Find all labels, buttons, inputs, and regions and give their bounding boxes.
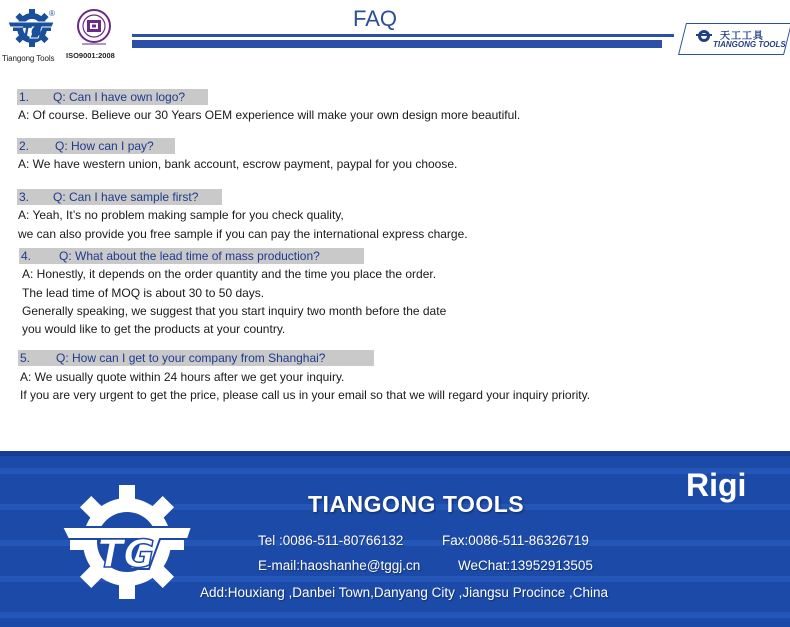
header-rule-thick xyxy=(132,40,662,48)
question-number: 3. xyxy=(19,190,30,204)
question-number: 4. xyxy=(21,249,32,263)
footer-fax: Fax:0086-511-86326719 xyxy=(442,533,589,548)
footer-brand: Rigi xyxy=(686,467,747,503)
footer-company-name: TIANGONG TOOLS xyxy=(308,491,525,517)
answer-3-line-1: A: Yeah, It’s no problem making sample for you check quality, xyxy=(18,208,344,222)
registered-mark: ® xyxy=(49,9,55,18)
brand-english: TIANGONG TOOLS xyxy=(713,40,786,49)
answer-4-line-2: The lead time of MOQ is about 30 to 50 days. xyxy=(22,286,265,300)
question-number: 5. xyxy=(20,351,31,365)
svg-text:TG: TG xyxy=(97,532,155,576)
answer-4-line-1: A: Honestly, it depends on the order quantity and the time you place the order. xyxy=(22,267,437,281)
question-text: Q: What about the lead time of mass production? xyxy=(59,249,320,263)
svg-text:TG: TG xyxy=(22,25,42,40)
question-text: Q: How can I get to your company from Shanghai? xyxy=(56,351,326,365)
tiangong-mini-logo-icon xyxy=(695,29,713,43)
answer-3-line-2: we can also provide you free sample if you can pay the international express charge. xyxy=(18,227,468,241)
footer-email: E-mail:haoshanhe@tggj.cn xyxy=(258,558,421,573)
footer-tel: Tel :0086-511-80766132 xyxy=(258,533,404,548)
answer-5-line-2: If you are very urgent to get the price, please call us in your email so that we will regard your inquiry priority. xyxy=(20,388,591,402)
brand-chinese: 天工工具 xyxy=(720,31,764,42)
question-5 xyxy=(18,350,374,366)
question-text: Q: Can I have own logo? xyxy=(53,90,186,104)
footer-address: Add:Houxiang ,Danbei Town,Danyang City ,Jiangsu Procince ,China xyxy=(200,585,608,600)
footer-banner xyxy=(0,451,790,627)
page-title: FAQ xyxy=(352,6,397,31)
answer-4-line-4: you would like to get the products at your country. xyxy=(22,322,286,336)
footer-wechat: WeChat:13952913505 xyxy=(458,558,593,573)
logo-caption: Tiangong Tools xyxy=(2,54,55,63)
question-1 xyxy=(17,89,208,105)
question-3 xyxy=(17,189,222,205)
question-number: 2. xyxy=(19,139,30,153)
header-rule-thin xyxy=(132,34,674,37)
answer-2-line-1: A: We have western union, bank account, escrow payment, paypal for you choose. xyxy=(18,157,458,171)
iso-certification-icon xyxy=(76,9,112,47)
question-2 xyxy=(17,138,175,154)
iso-caption: ISO9001:2008 xyxy=(66,51,115,60)
tiangong-gear-logo-icon xyxy=(56,483,198,601)
answer-4-line-3: Generally speaking, we suggest that you start inquiry two month before the date xyxy=(22,304,447,318)
question-number: 1. xyxy=(19,90,30,104)
question-text: Q: How can I pay? xyxy=(55,139,154,153)
answer-5-line-1: A: We usually quote within 24 hours after we get your inquiry. xyxy=(20,370,345,384)
question-4 xyxy=(19,248,364,264)
answer-1-line-1: A: Of course. Believe our 30 Years OEM experience will make your own design more beautiful. xyxy=(18,108,521,122)
brand-box xyxy=(678,23,790,55)
question-text: Q: Can I have sample first? xyxy=(53,190,199,204)
